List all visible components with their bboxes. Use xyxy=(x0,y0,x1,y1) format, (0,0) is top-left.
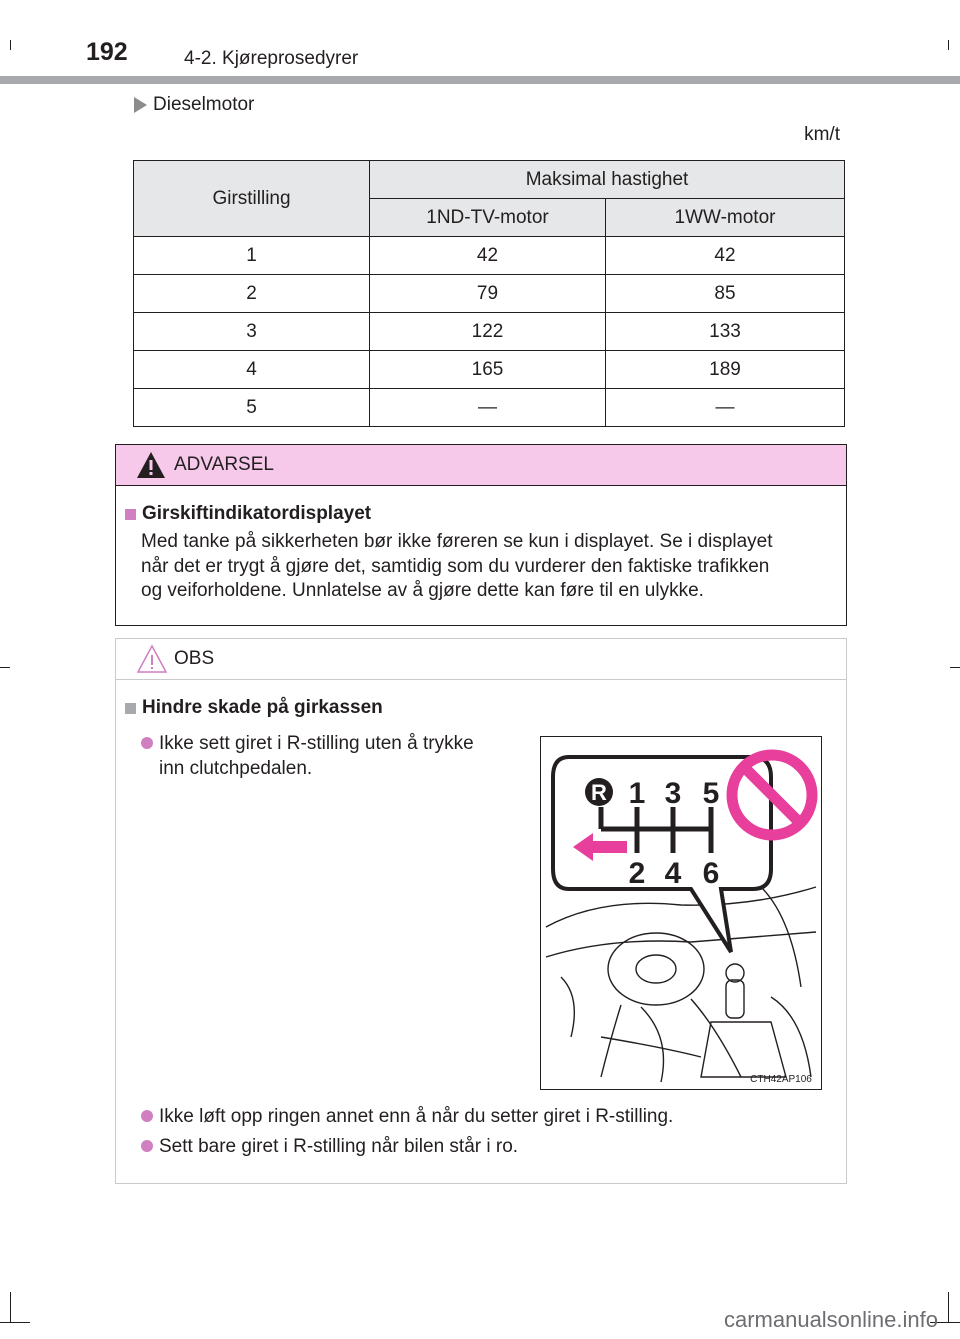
unit-label: km/t xyxy=(804,124,840,145)
bullet-text: Sett bare giret i R-stilling når bilen står i ro. xyxy=(159,1136,519,1157)
notice-bullet-2 xyxy=(141,1105,673,1130)
bullet-line: inn clutchpedalen. xyxy=(159,757,313,779)
warning-line: Med tanke på sikkerheten bør ikke føreren se kun i displayet. Se i displayet xyxy=(141,531,773,552)
cell-speed: 133 xyxy=(606,313,845,351)
crop-mark xyxy=(0,1322,30,1323)
circle-bullet-icon xyxy=(141,1140,153,1152)
circle-bullet-icon xyxy=(141,737,153,749)
crop-mark xyxy=(950,667,960,668)
cell-speed: 165 xyxy=(370,351,606,389)
driver-sketch xyxy=(546,887,816,1082)
cell-speed: — xyxy=(606,389,845,427)
cell-speed: 122 xyxy=(370,313,606,351)
table-row xyxy=(134,237,845,275)
warning-box xyxy=(115,444,847,626)
crop-mark xyxy=(10,40,11,50)
gear-shift-drawing xyxy=(541,737,821,1089)
cell-speed: 42 xyxy=(370,237,606,275)
gear-label-r: R xyxy=(591,780,607,805)
gear-shift-illustration xyxy=(540,736,822,1090)
table-row xyxy=(134,275,845,313)
notice-bullet-1 xyxy=(141,732,526,781)
caution-triangle-icon xyxy=(136,644,168,674)
section-title: Dieselmotor xyxy=(153,94,255,115)
bullet-text: Ikke løft opp ringen annet enn å når du setter giret i R-stilling. xyxy=(159,1106,674,1127)
chapter-title: 4-2. Kjøreprosedyrer xyxy=(184,48,359,69)
gear-label-1: 1 xyxy=(628,777,646,810)
header-rule xyxy=(0,76,960,84)
triangle-right-icon xyxy=(134,97,147,113)
cell-speed: — xyxy=(370,389,606,427)
watermark: carmanualsonline.info xyxy=(723,1307,938,1332)
header-engine-1: 1ND-TV-motor xyxy=(370,199,606,237)
gear-label-2: 2 xyxy=(628,857,646,890)
table-row xyxy=(134,389,845,427)
crop-mark xyxy=(10,1292,11,1322)
gear-label-6: 6 xyxy=(702,857,720,890)
cell-speed: 79 xyxy=(370,275,606,313)
warning-heading xyxy=(125,503,371,525)
cell-gear: 3 xyxy=(134,313,370,351)
cell-speed: 189 xyxy=(606,351,845,389)
header-gear: Girstilling xyxy=(134,161,370,237)
cell-gear: 4 xyxy=(134,351,370,389)
notice-heading-text: Hindre skade på girkassen xyxy=(142,697,383,718)
header-max-speed: Maksimal hastighet xyxy=(370,161,845,199)
header-engine-2: 1WW-motor xyxy=(606,199,845,237)
cell-gear: 2 xyxy=(134,275,370,313)
warning-heading-text: Girskiftindikatordisplayet xyxy=(142,503,372,524)
circle-bullet-icon xyxy=(141,1110,153,1122)
cell-gear: 1 xyxy=(134,237,370,275)
cell-gear: 5 xyxy=(134,389,370,427)
crop-mark xyxy=(948,1292,949,1322)
warning-header xyxy=(116,445,846,486)
warning-triangle-icon xyxy=(136,451,166,479)
warning-label: ADVARSEL xyxy=(174,454,274,475)
notice-label: OBS xyxy=(174,648,215,669)
speed-table xyxy=(133,160,845,427)
notice-header xyxy=(116,639,846,680)
table-row xyxy=(134,351,845,389)
cell-speed: 85 xyxy=(606,275,845,313)
crop-mark xyxy=(948,40,949,50)
table-row xyxy=(134,313,845,351)
cell-speed: 42 xyxy=(606,237,845,275)
crop-mark xyxy=(0,667,10,668)
section-heading xyxy=(134,94,254,116)
page-number: 192 xyxy=(86,38,128,66)
warning-line: og veiforholdene. Unnlatelse av å gjøre dette kan føre til en ulykke. xyxy=(141,580,704,601)
figure-code: CTH42AP106 xyxy=(750,1074,812,1085)
bullet-line: Ikke sett giret i R-stilling uten å trykke xyxy=(159,733,474,754)
square-bullet-icon xyxy=(125,703,136,714)
notice-heading xyxy=(125,697,383,719)
square-bullet-icon xyxy=(125,509,136,520)
warning-line: når det er trygt å gjøre det, samtidig som du vurderer den faktiske trafikken xyxy=(141,555,770,577)
notice-bullet-3 xyxy=(141,1135,518,1160)
gear-label-5: 5 xyxy=(702,777,720,810)
gear-label-4: 4 xyxy=(664,857,682,890)
gear-label-3: 3 xyxy=(664,777,682,810)
warning-text xyxy=(141,530,773,604)
